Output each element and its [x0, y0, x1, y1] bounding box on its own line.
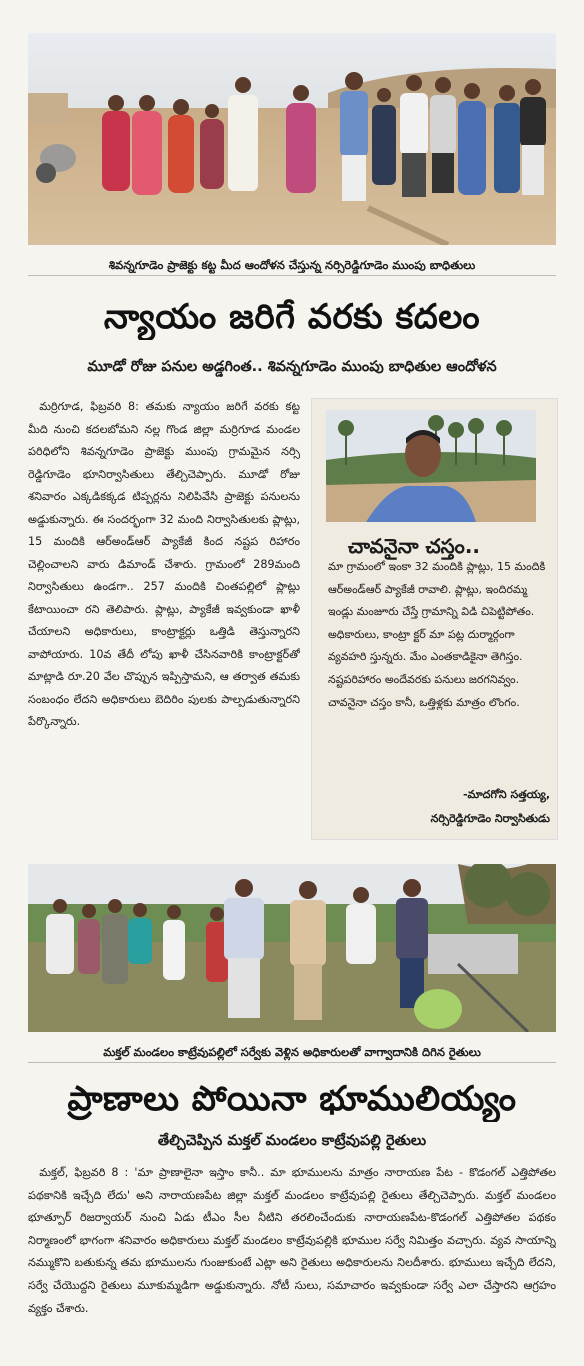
protest-photo — [28, 33, 556, 245]
quote-text: మా గ్రామంలో ఇంకా 32 మందికి ప్లాట్లు, 15 మందికి ఆర్‌అండ్‌ఆర్ ప్యాకేజీ రావాలి. ప్లాట్లు, ఇందిరమ్మ ఇండ్లు మంజూరు చేస్తే గ్రామాన్ని విడి చిపెట్టిపోతం. అధికారులు, కాంట్రా క్టర్ మా పట్ల దుర్మార్గంగా వ్యవహరి స్తున్నరు. మేం ఎంతకాడికైనా తెగిస్తం. నష్టపరిహారం అందేవరకు పనులు జరగనివ్వం. చావనైనా చస్తం కానీ, ఒత్తిళ్లకు మాత్రం లొంగం. — [328, 560, 546, 709]
article-paragraph-1: మర్రిగూడ, ఫిబ్రవరి 8: తమకు న్యాయం జరిగే వరకు కట్ట మీది నుంచి కదలబోమని నల్ల గొండ జిల్లా మర్రిగూడ మండల పరిధిలోని శివన్నగూడెం ప్రాజెక్టు ముంపు గ్రామమైన నర్సి రెడ్డిగూడెం భూనిర్వాసితులు తేల్చిచెప్పారు. మూడో రోజు శనివారం ఎక్కడికక్కడ టిప్పర్లను నిలిపివేసి ప్రాజెక్టు పనులను అడ్డుకున్నారు. ఈ సందర్భంగా 32 మంది నిర్వాసితులకు ప్లాట్లు, 15 మందికి ఆర్‌అండ్‌ఆర్ ప్యాకేజీ కింద నష్టప రిహారం చెల్లించాలని వారు డిమాండ్ చేశారు. గ్రామంలో 289మంది నిర్వాసితులు ఉండగా.. 257 మందికి చింతపల్లిలో ప్లాట్లు కేటాయించా రని తెలిపారు. ప్లాట్లు, ప్యాకేజీ ఇవ్వకుండా ఖాళీ చేయాలని అధికారులు, కాంట్రాక్టర్లు ఒత్తిడి తెస్తున్నారని వాపోయారు. 10వ తేదీ లోపు ఖాళీ చేసినవారికి కాంట్రాక్టర్‌తో మాట్లాడి రూ.20 వేల చొప్పున ఇప్పిస్తామని, ఆ తర్వాత తమకు సంబంధం లేదని అధికారులు బెదిరిం పులకు పాల్పడుతున్నారని పేర్కొన్నారు. — [28, 400, 300, 728]
quote-heading: చావనైనా చస్తం.. — [348, 534, 481, 558]
article-body-1 — [28, 396, 300, 826]
headline-1: న్యాయం జరిగే వరకు కదలం — [103, 297, 481, 337]
article-paragraph-2: మక్తల్, ఫిబ్రవరి 8 : 'మా ప్రాణాలైనా ఇస్తాం కానీ.. మా భూములను మాత్రం నారాయణ పేట - కొడంగల్ ఎత్తిపోతల పథకానికి ఇచ్చేది లేదు' అని నారాయణపేట జిల్లా మక్తల్ మండలం కాట్రేవుపల్లి రైతులు తేల్చిచెప్పారు. మక్తల్ మండలం భూత్పూర్ రిజర్వాయర్ నుంచి ఏడు టీఎం సీల నీటిని తరలించేందుకు నారాయణపేట-కొడంగల్ ఎత్తిపోతల పథకం నిర్మాణంలో భాగంగా శనివారం అధికారులు మక్తల్ మండలం కాట్రేవుపల్లికి భూముల సర్వే నిమిత్తం వచ్చారు. వ్యవ సాయాన్ని నమ్ముకొని బతుకున్న తమ భూములను గుంజుకుంటే ఎట్లా అని రైతులు అధికారులను నిలదీశారు. భూములు ఇచ్చేది లేదని, సర్వే చేయొద్దని రైతులు మూకుమ్మడిగా అడ్డుకున్నారు. నోటీ సులు, సమాచారం ఇవ్వకుండా సర్వే ఎలా చేస్తారని ఆగ్రహం వ్యక్తం చేశారు. — [28, 1166, 556, 1315]
photo-caption-1: శివన్నగూడెం ప్రాజెక్టు కట్ట మీద ఆందోళన చేస్తున్న నర్సిరెడ్డిగూడెం ముంపు బాధితులు — [28, 255, 556, 276]
article-body-2 — [28, 1162, 556, 1352]
portrait-photo — [326, 410, 536, 522]
photo-caption-2: మక్తల్ మండలం కాట్రేవుపల్లిలో సర్వేకు వెళ్లిన అధికారులతో వాగ్వాదానికి దిగిన రైతులు — [28, 1042, 556, 1063]
headline-2: ప్రాణాలు పోయినా భూములియ్యం — [67, 1079, 517, 1119]
quote-attribution-name: -మాదగోని సత్తయ్య, — [462, 788, 550, 801]
subhead-1: మూడో రోజు పనుల అడ్డగింత.. శివన్నగూడెం ముంపు బాధితుల ఆందోళన — [87, 359, 497, 375]
farmers-photo — [28, 864, 556, 1032]
subhead-2: తేల్చిచెప్పిన మక్తల్ మండలం కాట్రేవుపల్లి రైతులు — [157, 1133, 427, 1149]
quote-attribution-place: నర్సిరెడ్డిగూడెం నిర్వాసితుడు — [430, 812, 550, 825]
